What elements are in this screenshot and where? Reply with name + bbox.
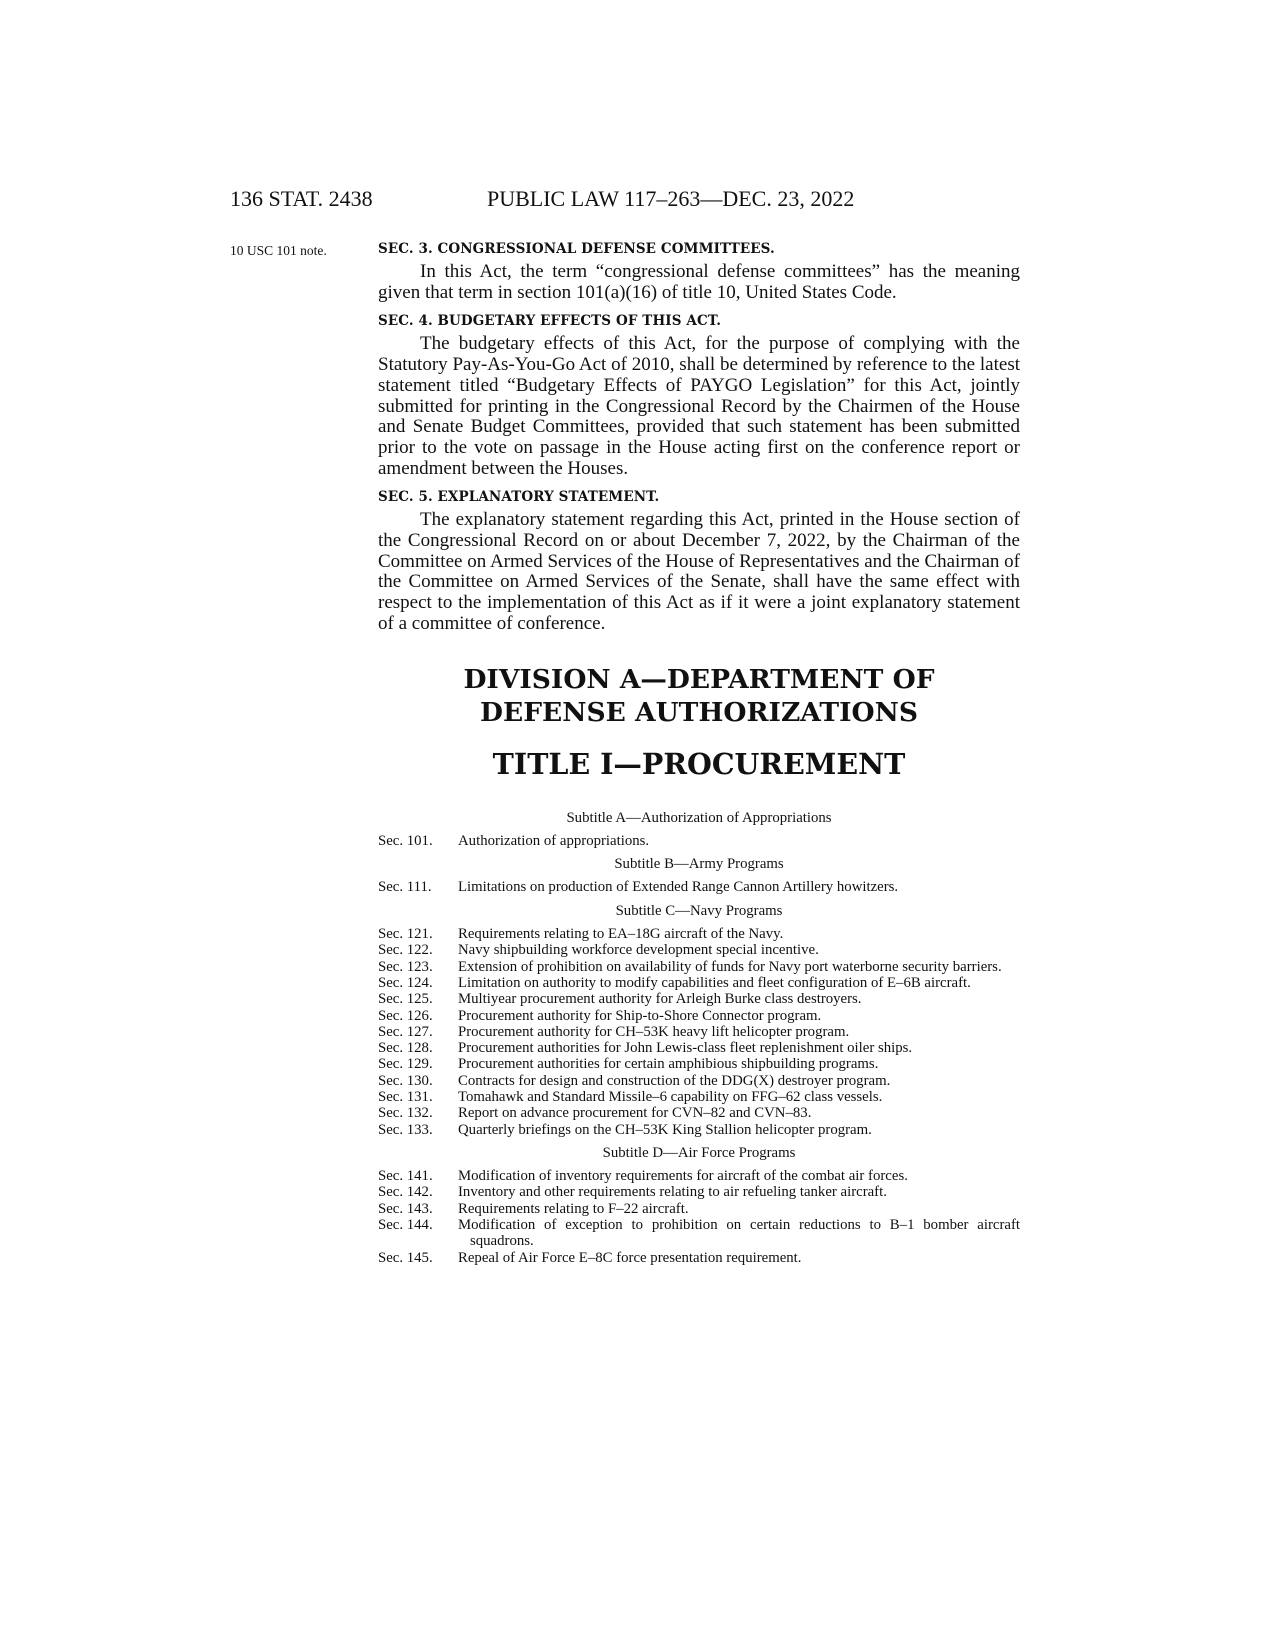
toc-section-number: Sec. 141. (378, 1168, 433, 1185)
division-heading (378, 663, 1020, 729)
statute-page-number: 136 STAT. 2438 (230, 186, 373, 211)
toc-section-title: Repeal of Air Force E–8C force presentation requirement. (458, 1249, 802, 1266)
section-heading: SEC. 3. CONGRESSIONAL DEFENSE COMMITTEES. (378, 241, 775, 257)
toc-section-title: Modification of exception to prohibition on certain reductions to B–1 bomber aircraft squadrons. (458, 1217, 1020, 1250)
toc-section-number: Sec. 132. (378, 1105, 433, 1122)
toc-entry (378, 1008, 1020, 1024)
toc-section-title: Quarterly briefings on the CH–53K King Stallion helicopter program. (458, 1121, 872, 1138)
division-line-1: DIVISION A—DEPARTMENT OF (463, 663, 935, 695)
toc-section-title: Procurement authority for CH–53K heavy lift helicopter program. (458, 1023, 850, 1040)
toc-section-title: Limitations on production of Extended Range Cannon Artillery howitzers. (458, 879, 899, 896)
toc-entry (378, 1168, 1020, 1184)
toc-section-title: Limitation on authority to modify capabilities and fleet configuration of E–6B aircraft. (458, 974, 971, 991)
toc-entry (378, 1056, 1020, 1072)
toc-entry (378, 1217, 1020, 1250)
toc-section-title: Authorization of appropriations. (458, 832, 650, 849)
toc-section-number: Sec. 126. (378, 1007, 433, 1024)
toc-entry (378, 1089, 1020, 1105)
toc-section-title: Procurement authorities for John Lewis-class fleet replenishment oiler ships. (458, 1040, 913, 1057)
toc-section-number: Sec. 128. (378, 1040, 433, 1057)
toc-entry (378, 1184, 1020, 1200)
table-of-contents (378, 810, 1020, 1266)
toc-section-title: Requirements relating to EA–18G aircraft of the Navy. (458, 926, 784, 943)
toc-section-number: Sec. 125. (378, 991, 433, 1008)
toc-section-title: Report on advance procurement for CVN–82 and CVN–83. (458, 1105, 812, 1122)
margin-note: 10 USC 101 note. (230, 243, 327, 258)
toc-section-title: Modification of inventory requirements for aircraft of the combat air forces. (458, 1168, 908, 1185)
toc-entry (378, 1040, 1020, 1056)
toc-section-number: Sec. 121. (378, 926, 433, 943)
toc-entry (378, 959, 1020, 975)
section-text: In this Act, the term “congressional defense committees” has the meaning given that term in section 101(a)(16) of title 10, United States Code. (378, 261, 1020, 303)
section-4 (378, 313, 1020, 479)
toc-section-number: Sec. 131. (378, 1089, 433, 1105)
toc-section-title: Contracts for design and construction of the DDG(X) destroyer program. (458, 1072, 891, 1089)
toc-section-title: Requirements relating to F–22 aircraft. (458, 1200, 689, 1217)
toc-section-title: Extension of prohibition on availability of funds for Navy port waterborne security barriers. (458, 958, 1002, 975)
toc-entry (378, 926, 1020, 942)
toc-section-number: Sec. 122. (378, 942, 433, 959)
toc-entry (378, 1105, 1020, 1121)
section-text: The explanatory statement regarding this Act, printed in the House section of the Congressional Record on or about December 7, 2022, by the Chairman of the Committee on Armed Services of the House of Representatives and the Chairman of the Committee on Armed Services of the Senate, shall have the same effect with respect to the implementation of this Act as if it were a joint explanatory statement of a committee of conference. (378, 509, 1020, 634)
toc-section-number: Sec. 101. (378, 832, 433, 849)
title-heading: TITLE I—PROCUREMENT (492, 746, 906, 781)
section-5 (378, 489, 1020, 634)
toc-section-number: Sec. 142. (378, 1184, 433, 1201)
toc-section-title: Inventory and other requirements relating to air refueling tanker aircraft. (458, 1184, 887, 1201)
toc-entry (378, 942, 1020, 958)
toc-section-title: Navy shipbuilding workforce development special incentive. (458, 942, 819, 959)
toc-subtitle: Subtitle C—Navy Programs (615, 902, 783, 919)
document-body (378, 241, 1020, 1266)
toc-entry (378, 833, 1020, 849)
toc-section-number: Sec. 143. (378, 1200, 433, 1217)
public-law-citation: PUBLIC LAW 117–263—DEC. 23, 2022 (487, 186, 855, 211)
toc-section-number: Sec. 133. (378, 1121, 433, 1138)
toc-entry (378, 879, 1020, 895)
toc-entry (378, 1201, 1020, 1217)
section-3 (378, 241, 1020, 303)
toc-section-number: Sec. 123. (378, 958, 433, 975)
page-header (230, 186, 910, 216)
toc-entry (378, 1122, 1020, 1138)
toc-section-number: Sec. 127. (378, 1023, 433, 1040)
toc-section-number: Sec. 144. (378, 1217, 433, 1234)
section-heading: SEC. 5. EXPLANATORY STATEMENT. (378, 489, 660, 506)
section-text: The budgetary effects of this Act, for the purpose of complying with the Statutory Pay-As-You-Go Act of 2010, shall be determined by reference to the latest statement titled “Budgetary Effects of PAYGO Legislation” for this Act, jointly submitted for printing in the Congressional Record by the Chairmen of the House and Senate Budget Committees, provided that such statement has been submitted prior to the vote on passage in the House acting first on the conference report or amendment between the Houses. (378, 333, 1020, 479)
toc-section-number: Sec. 111. (378, 879, 432, 896)
toc-subtitle: Subtitle A—Authorization of Appropriations (566, 809, 832, 826)
toc-section-title: Procurement authorities for certain amphibious shipbuilding programs. (458, 1056, 879, 1073)
division-line-2: DEFENSE AUTHORIZATIONS (480, 696, 918, 728)
toc-subtitle: Subtitle B—Army Programs (614, 856, 784, 873)
toc-section-number: Sec. 124. (378, 974, 433, 991)
toc-section-number: Sec. 145. (378, 1249, 433, 1266)
toc-entry (378, 1024, 1020, 1040)
toc-entry (378, 991, 1020, 1007)
section-heading: SEC. 4. BUDGETARY EFFECTS OF THIS ACT. (378, 313, 721, 330)
toc-entry (378, 975, 1020, 991)
toc-entry (378, 1073, 1020, 1089)
toc-section-title: Multiyear procurement authority for Arleigh Burke class destroyers. (458, 991, 862, 1008)
toc-section-title: Tomahawk and Standard Missile–6 capability on FFG–62 class vessels. (458, 1089, 883, 1105)
toc-subtitle: Subtitle D—Air Force Programs (602, 1144, 796, 1161)
toc-entry (378, 1250, 1020, 1266)
toc-section-number: Sec. 129. (378, 1056, 433, 1073)
toc-section-title: Procurement authority for Ship-to-Shore Connector program. (458, 1007, 822, 1024)
toc-section-number: Sec. 130. (378, 1072, 433, 1089)
